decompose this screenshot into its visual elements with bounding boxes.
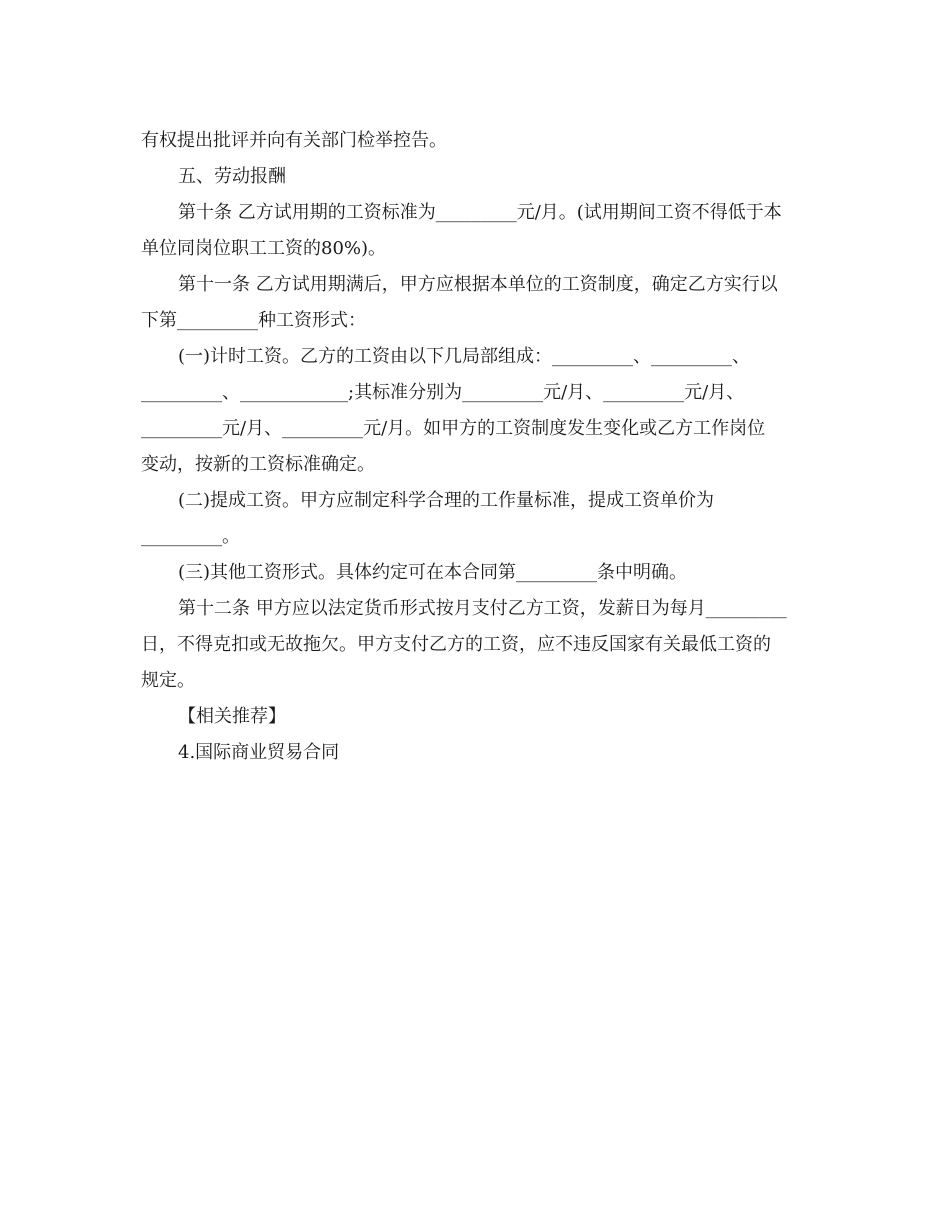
text-line: 日，不得克扣或无故拖欠。甲方支付乙方的工资，应不违反国家有关最低工资的	[141, 634, 771, 655]
section-heading-labor-pay: 五、劳动报酬	[178, 166, 286, 187]
text-line: _________元/月、_________元/月。如甲方的工资制度发生变化或乙方工作岗位	[141, 418, 766, 439]
text-line: 下第_________种工资形式：	[141, 310, 366, 331]
text-line: _________、____________;其标准分别为_________元/月、_________元/月、	[141, 382, 745, 403]
related-recommendations-heading: 【相关推荐】	[178, 706, 286, 727]
text-line: 单位同岗位职工工资的80%)。	[141, 238, 387, 259]
text-line: (一)计时工资。乙方的工资由以下几局部组成：_________、_________、	[178, 346, 751, 367]
text-line: (三)其他工资形式。具体约定可在本合同第_________条中明确。	[178, 562, 688, 583]
text-line: (二)提成工资。甲方应制定科学合理的工作量标准，提成工资单价为	[178, 490, 715, 511]
related-link-international-trade-contract[interactable]: 4.国际商业贸易合同	[178, 742, 340, 763]
text-line: _________。	[141, 526, 240, 547]
text-line: 第十二条 甲方应以法定货币形式按月支付乙方工资，发薪日为每月_________	[178, 598, 787, 619]
text-line: 变动，按新的工资标准确定。	[141, 454, 375, 475]
text-line: 第十一条 乙方试用期满后，甲方应根据本单位的工资制度，确定乙方实行以	[178, 274, 778, 295]
text-line: 第十条 乙方试用期的工资标准为_________元/月。(试用期间工资不得低于本	[178, 202, 782, 223]
text-line: 有权提出批评并向有关部门检举控告。	[141, 130, 447, 151]
document-body	[141, 123, 813, 771]
text-line: 规定。	[141, 670, 195, 691]
